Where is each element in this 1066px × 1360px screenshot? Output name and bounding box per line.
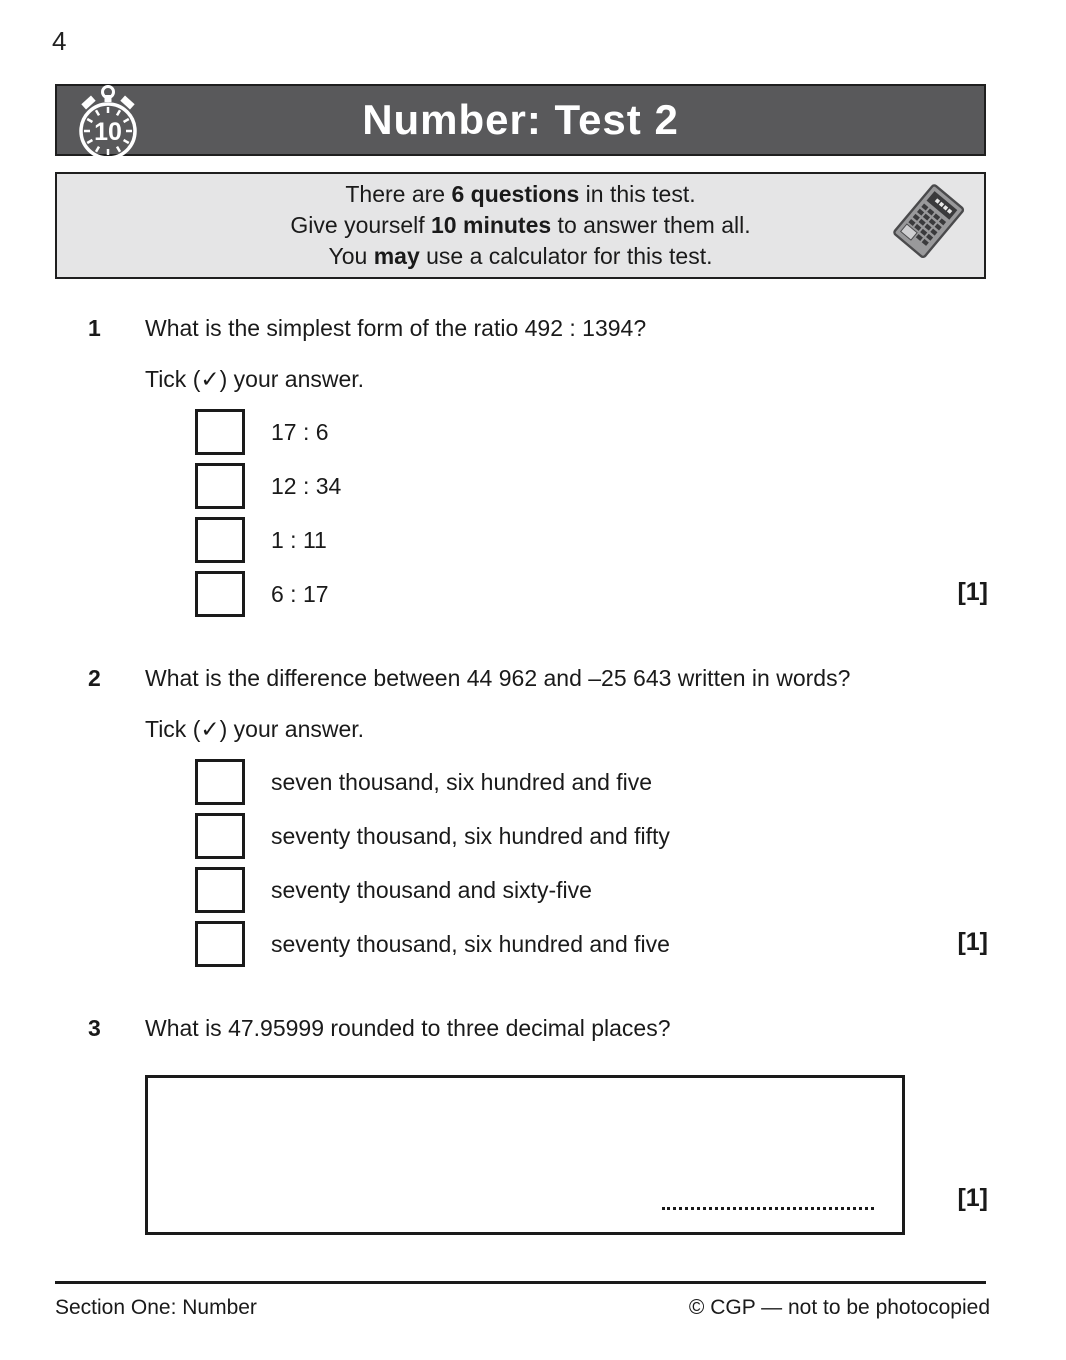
- instructions-box: [55, 172, 986, 279]
- answer-checkbox[interactable]: [195, 921, 245, 967]
- option-label: 1 : 11: [271, 526, 327, 553]
- answer-checkbox[interactable]: [195, 759, 245, 805]
- option-label: seventy thousand, six hundred and five: [271, 930, 670, 957]
- question-number: 3: [88, 1015, 101, 1041]
- question-text: What is 47.95999 rounded to three decimal places?: [145, 1015, 671, 1041]
- question-text: What is the difference between 44 962 and –25 643 written in words?: [145, 665, 851, 691]
- question-1: [55, 315, 986, 625]
- option-label: seven thousand, six hundred and five: [271, 768, 653, 795]
- test-header: [55, 84, 986, 156]
- option-row: [195, 867, 986, 913]
- instruction-line: Give yourself 10 minutes to answer them all.: [290, 212, 751, 238]
- option-row: [195, 813, 986, 859]
- tick-instruction: Tick (✓) your answer.: [145, 716, 365, 742]
- tick-instruction: Tick (✓) your answer.: [145, 366, 365, 392]
- option-label: seventy thousand, six hundred and fifty: [271, 822, 670, 849]
- answer-dotted-line: [662, 1207, 874, 1210]
- question-number: 1: [88, 315, 101, 341]
- page-number: 4: [52, 26, 67, 56]
- answer-box[interactable]: [145, 1075, 905, 1235]
- marks-badge: [1]: [957, 578, 988, 606]
- options-list: [195, 759, 986, 967]
- question-2: [55, 665, 986, 975]
- question-number: 2: [88, 665, 101, 691]
- answer-checkbox[interactable]: [195, 813, 245, 859]
- option-row: [195, 921, 986, 967]
- option-label: seventy thousand and sixty-five: [271, 876, 592, 903]
- footer-section-label: Section One: Number: [55, 1296, 257, 1319]
- option-row: [195, 409, 986, 455]
- answer-checkbox[interactable]: [195, 571, 245, 617]
- answer-checkbox[interactable]: [195, 517, 245, 563]
- option-row: [195, 571, 986, 617]
- instruction-line: You may use a calculator for this test.: [328, 243, 713, 269]
- footer-copyright: © CGP — not to be photocopied: [688, 1296, 990, 1319]
- option-label: 17 : 6: [271, 418, 329, 445]
- question-3: [55, 1015, 986, 1235]
- question-text: What is the simplest form of the ratio 492 : 1394?: [145, 315, 647, 341]
- calculator-icon: [878, 180, 970, 272]
- answer-checkbox[interactable]: [195, 867, 245, 913]
- options-list: [195, 409, 986, 617]
- option-row: [195, 463, 986, 509]
- answer-checkbox[interactable]: [195, 463, 245, 509]
- marks-badge: [1]: [957, 928, 988, 956]
- answer-checkbox[interactable]: [195, 409, 245, 455]
- page-title: Number: Test 2: [362, 96, 679, 143]
- option-row: [195, 759, 986, 805]
- option-label: 12 : 34: [271, 472, 342, 499]
- instruction-line: There are 6 questions in this test.: [345, 181, 696, 207]
- footer-rule: [55, 1281, 986, 1284]
- marks-badge: [1]: [957, 1184, 988, 1212]
- option-label: 6 : 17: [271, 580, 329, 607]
- option-row: [195, 517, 986, 563]
- stopwatch-icon: [69, 82, 147, 162]
- timer-minutes-label: 10: [94, 118, 122, 146]
